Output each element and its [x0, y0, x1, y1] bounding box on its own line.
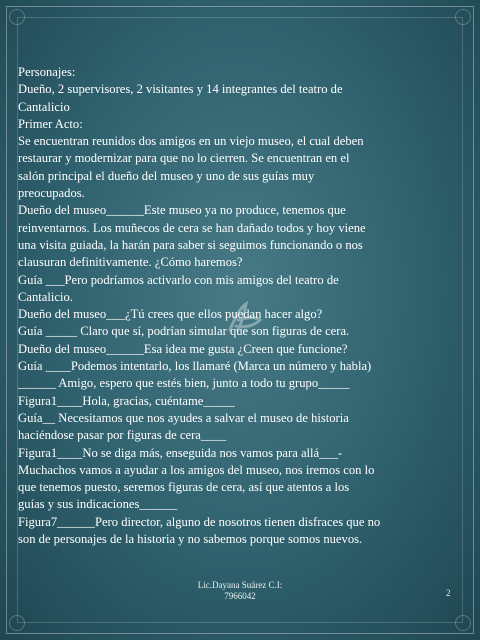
text-line: haciéndose pasar por figuras de cera____	[18, 428, 227, 443]
text-line: Figura7______Pero director, alguno de nosotros tienen disfraces que no	[18, 514, 381, 529]
text-line: Cantalicio	[18, 99, 70, 114]
text-line: restaurar y modernizar para que no lo cierren. Se encuentran en el	[18, 151, 350, 166]
text-line: reinventarnos. Los muñecos de cera se han dañado todos y hoy viene	[18, 220, 366, 235]
text-line: una visita guiada, la harán para saber si seguimos funcionando o nos	[18, 237, 363, 252]
text-line: son de personajes de la historia y no sabemos porque somos nuevos.	[18, 532, 363, 547]
text-line: Dueño del museo______Esa idea me gusta ¿Creen que funcione?	[18, 341, 348, 356]
text-line: ______ Amigo, espero que estés bien, junto a todo tu grupo_____	[18, 376, 350, 391]
text-line: Cantalicio.	[18, 289, 73, 304]
corner-ornament-icon	[9, 615, 25, 631]
text-line: guías y sus indicaciones______	[18, 497, 178, 512]
text-line: Dueño del museo______Este museo ya no produce, tenemos que	[18, 203, 346, 218]
text-line: Dueño del museo___¿Tú crees que ellos puedan hacer algo?	[18, 307, 323, 322]
text-line: Primer Acto:	[18, 116, 83, 131]
text-line: Guía ____Podemos intentarlo, los llamaré (Marca un número y habla)	[18, 359, 372, 374]
text-line: clausuran definitivamente. ¿Cómo haremos?	[18, 255, 243, 270]
script-body-text	[18, 64, 470, 548]
text-line: Figura1____No se diga más, enseguida nos vamos para allá___-	[18, 445, 343, 460]
corner-ornament-icon	[9, 9, 25, 25]
footer-author-id: 7966042	[224, 591, 256, 601]
text-line: preocupados.	[18, 186, 85, 201]
text-line: Figura1____Hola, gracias, cuéntame_____	[18, 393, 235, 408]
corner-ornament-icon	[455, 9, 471, 25]
text-line: Personajes:	[18, 65, 76, 79]
corner-ornament-icon	[455, 615, 471, 631]
text-line: Dueño, 2 supervisores, 2 visitantes y 14 integrantes del teatro de	[18, 82, 343, 97]
text-line: salón principal el dueño del museo y uno de sus guías muy	[18, 168, 315, 183]
text-line: que tenemos puesto, seremos figuras de cera, así que atentos a los	[18, 480, 350, 495]
text-line: Guía ___Pero podríamos activarlo con mis amigos del teatro de	[18, 272, 339, 287]
text-line: Guía__ Necesitamos que nos ayudes a salvar el museo de historia	[18, 410, 349, 425]
footer-author-name: Lic.Dayana Suárez C.I:	[197, 580, 283, 590]
page-number: 2	[446, 588, 451, 598]
text-line: Muchachos vamos a ayudar a los amigos del museo, nos iremos con lo	[18, 462, 375, 477]
text-line: Guía _____ Claro que sí, podrían simular que son figuras de cera.	[18, 324, 350, 339]
footer-author	[170, 580, 310, 602]
text-line: Se encuentran reunidos dos amigos en un viejo museo, el cual deben	[18, 134, 364, 149]
